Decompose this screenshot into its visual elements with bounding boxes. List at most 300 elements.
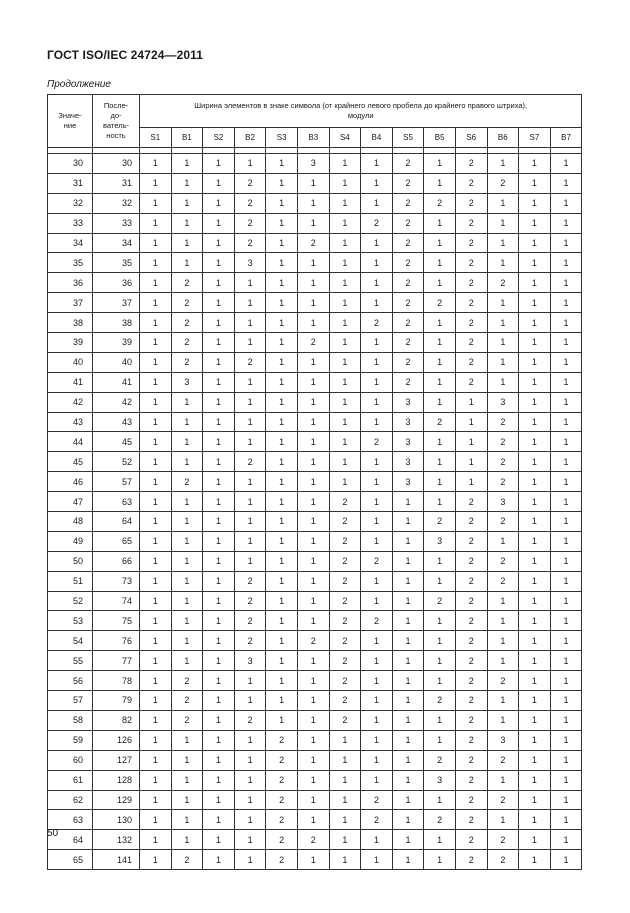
width-cell: 1 <box>487 313 519 333</box>
width-cell: 1 <box>297 372 329 392</box>
width-cell: 1 <box>297 452 329 472</box>
width-cell: 1 <box>203 472 235 492</box>
table-row <box>48 492 582 512</box>
width-cell: 1 <box>392 691 424 711</box>
width-cell: 2 <box>455 691 487 711</box>
sequence-cell: 130 <box>93 810 140 830</box>
width-cell: 1 <box>297 691 329 711</box>
width-cell: 1 <box>234 512 266 532</box>
width-cell: 1 <box>550 432 582 452</box>
width-cell: 1 <box>266 352 298 372</box>
width-cell: 1 <box>361 770 393 790</box>
width-cell: 2 <box>329 512 361 532</box>
width-cell: 1 <box>140 213 172 233</box>
width-cell: 1 <box>266 412 298 432</box>
column-header: B3 <box>297 128 329 148</box>
width-cell: 1 <box>266 233 298 253</box>
width-cell: 2 <box>171 710 203 730</box>
width-cell: 1 <box>329 790 361 810</box>
width-cell: 2 <box>487 790 519 810</box>
width-cell: 2 <box>329 671 361 691</box>
table-row <box>48 452 582 472</box>
width-cell: 1 <box>519 671 551 691</box>
width-cell: 1 <box>361 412 393 432</box>
width-cell: 1 <box>234 551 266 571</box>
width-cell: 1 <box>361 372 393 392</box>
width-cell: 1 <box>140 770 172 790</box>
width-cell: 1 <box>171 770 203 790</box>
table-row <box>48 611 582 631</box>
width-cell: 2 <box>455 233 487 253</box>
width-cell: 1 <box>203 730 235 750</box>
width-cell: 1 <box>519 631 551 651</box>
width-cell: 1 <box>392 651 424 671</box>
width-cell: 1 <box>203 253 235 273</box>
sequence-cell: 31 <box>93 173 140 193</box>
width-cell: 1 <box>234 432 266 452</box>
width-cell: 1 <box>424 313 456 333</box>
table-row <box>48 730 582 750</box>
width-cell: 1 <box>361 512 393 532</box>
sequence-cell: 57 <box>93 472 140 492</box>
width-cell: 1 <box>519 691 551 711</box>
width-cell: 1 <box>550 273 582 293</box>
column-header: B2 <box>234 128 266 148</box>
width-cell: 1 <box>392 571 424 591</box>
width-cell: 1 <box>519 770 551 790</box>
header-value <box>48 95 93 148</box>
width-cell: 2 <box>266 770 298 790</box>
sequence-cell: 79 <box>93 691 140 711</box>
width-cell: 2 <box>234 571 266 591</box>
width-cell: 2 <box>329 611 361 631</box>
width-cell: 2 <box>329 631 361 651</box>
width-cell: 1 <box>550 631 582 651</box>
width-cell: 1 <box>297 571 329 591</box>
width-cell: 1 <box>140 730 172 750</box>
width-cell: 1 <box>140 531 172 551</box>
width-cell: 2 <box>455 512 487 532</box>
width-cell: 2 <box>361 313 393 333</box>
width-cell: 1 <box>550 512 582 532</box>
value-cell: 65 <box>48 850 93 870</box>
width-cell: 1 <box>550 173 582 193</box>
width-cell: 2 <box>234 233 266 253</box>
width-cell: 1 <box>519 293 551 313</box>
value-cell: 34 <box>48 233 93 253</box>
width-cell: 1 <box>519 611 551 631</box>
column-header: S6 <box>455 128 487 148</box>
width-cell: 1 <box>550 313 582 333</box>
width-cell: 2 <box>455 750 487 770</box>
width-cell: 1 <box>266 551 298 571</box>
width-cell: 1 <box>455 432 487 452</box>
width-cell: 2 <box>424 193 456 213</box>
table-row <box>48 273 582 293</box>
header-sequence-line-4: ность <box>106 131 126 140</box>
value-cell: 62 <box>48 790 93 810</box>
width-cell: 1 <box>519 253 551 273</box>
width-cell: 1 <box>392 551 424 571</box>
width-cell: 1 <box>203 551 235 571</box>
width-cell: 1 <box>203 193 235 213</box>
width-cell: 1 <box>329 193 361 213</box>
width-cell: 2 <box>392 293 424 313</box>
table-row <box>48 213 582 233</box>
width-cell: 1 <box>487 213 519 233</box>
column-header: S7 <box>519 128 551 148</box>
width-cell: 1 <box>234 154 266 174</box>
width-cell: 1 <box>297 850 329 870</box>
width-cell: 1 <box>171 233 203 253</box>
width-cell: 1 <box>203 213 235 233</box>
width-cell: 1 <box>455 392 487 412</box>
width-cell: 2 <box>392 233 424 253</box>
width-cell: 2 <box>171 671 203 691</box>
width-cell: 1 <box>266 611 298 631</box>
width-cell: 1 <box>297 551 329 571</box>
sequence-cell: 38 <box>93 313 140 333</box>
width-cell: 1 <box>297 810 329 830</box>
width-cell: 2 <box>329 591 361 611</box>
width-cell: 1 <box>519 372 551 392</box>
table-row <box>48 512 582 532</box>
value-cell: 45 <box>48 452 93 472</box>
width-cell: 1 <box>550 810 582 830</box>
width-cell: 2 <box>487 830 519 850</box>
sequence-cell: 37 <box>93 293 140 313</box>
width-cell: 1 <box>140 173 172 193</box>
width-cell: 1 <box>329 213 361 233</box>
sequence-cell: 41 <box>93 372 140 392</box>
width-cell: 1 <box>171 512 203 532</box>
width-cell: 1 <box>329 352 361 372</box>
value-cell: 42 <box>48 392 93 412</box>
width-cell: 1 <box>203 492 235 512</box>
header-widths-line-2: модули <box>347 111 374 120</box>
table-row <box>48 173 582 193</box>
sequence-cell: 45 <box>93 432 140 452</box>
width-cell: 2 <box>455 492 487 512</box>
width-cell: 1 <box>424 173 456 193</box>
width-cell: 2 <box>266 830 298 850</box>
width-cell: 1 <box>297 730 329 750</box>
width-cell: 1 <box>234 531 266 551</box>
width-cell: 1 <box>140 830 172 850</box>
width-cell: 3 <box>392 472 424 492</box>
sequence-cell: 129 <box>93 790 140 810</box>
width-cell: 1 <box>266 313 298 333</box>
width-cell: 1 <box>519 173 551 193</box>
width-cell: 2 <box>392 372 424 392</box>
width-cell: 2 <box>455 173 487 193</box>
width-cell: 1 <box>140 691 172 711</box>
width-cell: 1 <box>140 631 172 651</box>
width-cell: 1 <box>297 512 329 532</box>
width-cell: 2 <box>234 611 266 631</box>
width-cell: 1 <box>203 412 235 432</box>
width-cell: 2 <box>455 253 487 273</box>
width-cell: 1 <box>297 432 329 452</box>
width-cell: 1 <box>203 233 235 253</box>
width-cell: 1 <box>519 790 551 810</box>
width-cell: 2 <box>297 631 329 651</box>
width-cell: 1 <box>171 392 203 412</box>
width-cell: 3 <box>424 531 456 551</box>
width-cell: 1 <box>550 352 582 372</box>
width-cell: 1 <box>487 651 519 671</box>
width-cell: 2 <box>424 691 456 711</box>
width-cell: 1 <box>297 293 329 313</box>
value-cell: 48 <box>48 512 93 532</box>
width-cell: 2 <box>392 333 424 353</box>
width-cell: 1 <box>266 293 298 313</box>
column-header: S3 <box>266 128 298 148</box>
width-cell: 1 <box>519 213 551 233</box>
width-cell: 2 <box>392 213 424 233</box>
width-cell: 1 <box>361 591 393 611</box>
width-cell: 1 <box>329 472 361 492</box>
width-cell: 1 <box>361 452 393 472</box>
width-cell: 1 <box>519 233 551 253</box>
table-row <box>48 313 582 333</box>
sequence-cell: 65 <box>93 531 140 551</box>
width-cell: 2 <box>329 531 361 551</box>
width-cell: 1 <box>550 412 582 432</box>
width-cell: 1 <box>550 790 582 810</box>
width-cell: 1 <box>234 830 266 850</box>
width-cell: 1 <box>266 512 298 532</box>
width-cell: 1 <box>266 372 298 392</box>
width-cell: 1 <box>171 651 203 671</box>
width-cell: 1 <box>203 750 235 770</box>
table-row <box>48 233 582 253</box>
table-row <box>48 691 582 711</box>
width-cell: 1 <box>519 591 551 611</box>
sequence-cell: 63 <box>93 492 140 512</box>
value-cell: 43 <box>48 412 93 432</box>
table-row <box>48 810 582 830</box>
width-cell: 1 <box>140 273 172 293</box>
value-cell: 51 <box>48 571 93 591</box>
column-header: S4 <box>329 128 361 148</box>
width-cell: 1 <box>487 631 519 651</box>
width-cell: 2 <box>234 193 266 213</box>
width-cell: 2 <box>455 213 487 233</box>
width-cell: 1 <box>203 512 235 532</box>
width-cell: 1 <box>487 770 519 790</box>
width-cell: 2 <box>455 551 487 571</box>
width-cell: 2 <box>424 810 456 830</box>
width-cell: 1 <box>361 710 393 730</box>
width-cell: 1 <box>329 372 361 392</box>
width-cell: 1 <box>297 352 329 372</box>
value-cell: 63 <box>48 810 93 830</box>
width-cell: 1 <box>297 472 329 492</box>
width-cell: 1 <box>171 551 203 571</box>
sequence-cell: 128 <box>93 770 140 790</box>
width-cell: 1 <box>361 392 393 412</box>
width-cell: 1 <box>203 571 235 591</box>
width-cell: 2 <box>487 432 519 452</box>
width-cell: 1 <box>519 412 551 432</box>
width-cell: 3 <box>392 412 424 432</box>
width-cell: 1 <box>392 810 424 830</box>
width-cell: 2 <box>455 293 487 313</box>
width-cell: 1 <box>424 233 456 253</box>
width-cell: 1 <box>519 531 551 551</box>
width-cell: 1 <box>519 571 551 591</box>
width-cell: 1 <box>519 452 551 472</box>
header-sequence-line-1: После- <box>103 101 129 110</box>
table-row <box>48 790 582 810</box>
table-row <box>48 710 582 730</box>
table-row <box>48 631 582 651</box>
width-cell: 1 <box>171 173 203 193</box>
width-cell: 1 <box>140 392 172 412</box>
header-sequence-line-2: до- <box>110 111 122 120</box>
width-cell: 1 <box>266 531 298 551</box>
width-cell: 1 <box>266 710 298 730</box>
width-cell: 2 <box>266 790 298 810</box>
width-cell: 1 <box>203 154 235 174</box>
width-cell: 1 <box>266 253 298 273</box>
sequence-cell: 74 <box>93 591 140 611</box>
width-cell: 2 <box>487 273 519 293</box>
width-cell: 2 <box>297 830 329 850</box>
value-cell: 35 <box>48 253 93 273</box>
width-cell: 1 <box>140 611 172 631</box>
width-cell: 1 <box>171 571 203 591</box>
width-cell: 1 <box>171 631 203 651</box>
width-cell: 3 <box>234 253 266 273</box>
value-cell: 50 <box>48 551 93 571</box>
width-cell: 1 <box>392 710 424 730</box>
width-cell: 1 <box>550 730 582 750</box>
width-cell: 1 <box>297 651 329 671</box>
width-cell: 1 <box>140 293 172 313</box>
width-cell: 1 <box>329 313 361 333</box>
width-cell: 1 <box>234 750 266 770</box>
width-cell: 1 <box>171 750 203 770</box>
width-cell: 1 <box>361 571 393 591</box>
sequence-cell: 76 <box>93 631 140 651</box>
width-cell: 1 <box>329 233 361 253</box>
width-cell: 3 <box>392 392 424 412</box>
table-row <box>48 333 582 353</box>
header-value-line-2: ние <box>63 121 77 130</box>
width-cell: 2 <box>361 810 393 830</box>
width-cell: 1 <box>203 790 235 810</box>
width-cell: 1 <box>519 651 551 671</box>
width-cell: 1 <box>266 671 298 691</box>
width-cell: 2 <box>424 412 456 432</box>
sequence-cell: 78 <box>93 671 140 691</box>
width-cell: 1 <box>297 531 329 551</box>
width-cell: 1 <box>203 611 235 631</box>
width-cell: 1 <box>392 492 424 512</box>
sequence-cell: 75 <box>93 611 140 631</box>
width-cell: 1 <box>171 730 203 750</box>
width-cell: 1 <box>297 392 329 412</box>
sequence-cell: 66 <box>93 551 140 571</box>
value-cell: 41 <box>48 372 93 392</box>
width-cell: 1 <box>550 154 582 174</box>
table-row <box>48 591 582 611</box>
table-row <box>48 293 582 313</box>
width-cell: 1 <box>487 352 519 372</box>
width-cell: 3 <box>487 730 519 750</box>
width-cell: 1 <box>550 611 582 631</box>
width-cell: 1 <box>519 710 551 730</box>
width-cell: 1 <box>519 810 551 830</box>
width-cell: 1 <box>550 372 582 392</box>
width-cell: 1 <box>329 173 361 193</box>
width-cell: 2 <box>487 173 519 193</box>
width-cell: 1 <box>297 790 329 810</box>
width-cell: 1 <box>487 810 519 830</box>
width-cell: 2 <box>455 333 487 353</box>
table-row <box>48 571 582 591</box>
width-cell: 1 <box>361 154 393 174</box>
width-cell: 1 <box>234 412 266 432</box>
table-row <box>48 551 582 571</box>
width-cell: 1 <box>550 710 582 730</box>
width-cell: 1 <box>266 333 298 353</box>
value-cell: 56 <box>48 671 93 691</box>
width-cell: 2 <box>171 352 203 372</box>
width-cell: 2 <box>455 710 487 730</box>
width-cell: 1 <box>329 253 361 273</box>
width-cell: 3 <box>392 452 424 472</box>
width-cell: 1 <box>361 173 393 193</box>
value-cell: 37 <box>48 293 93 313</box>
sequence-cell: 43 <box>93 412 140 432</box>
width-cell: 2 <box>455 571 487 591</box>
width-cell: 2 <box>234 452 266 472</box>
width-cell: 1 <box>266 213 298 233</box>
width-cell: 1 <box>424 671 456 691</box>
width-cell: 1 <box>424 213 456 233</box>
width-cell: 1 <box>329 750 361 770</box>
header-element-widths <box>140 95 582 128</box>
width-cell: 1 <box>203 273 235 293</box>
width-cell: 2 <box>329 492 361 512</box>
width-cell: 1 <box>455 472 487 492</box>
width-cell: 1 <box>171 492 203 512</box>
width-cell: 1 <box>266 193 298 213</box>
width-cell: 1 <box>203 810 235 830</box>
value-cell: 30 <box>48 154 93 174</box>
width-cell: 2 <box>234 631 266 651</box>
width-cell: 1 <box>519 830 551 850</box>
width-cell: 3 <box>424 770 456 790</box>
width-cell: 2 <box>455 611 487 631</box>
value-cell: 52 <box>48 591 93 611</box>
table-row <box>48 531 582 551</box>
width-cell: 1 <box>392 591 424 611</box>
width-cell: 1 <box>392 730 424 750</box>
width-cell: 1 <box>171 531 203 551</box>
width-cell: 3 <box>297 154 329 174</box>
value-cell: 49 <box>48 531 93 551</box>
width-cell: 1 <box>140 571 172 591</box>
width-cell: 1 <box>487 710 519 730</box>
width-cell: 1 <box>171 591 203 611</box>
table-continuation-caption: Продолжение <box>47 79 111 90</box>
sequence-cell: 127 <box>93 750 140 770</box>
column-header: S2 <box>203 128 235 148</box>
